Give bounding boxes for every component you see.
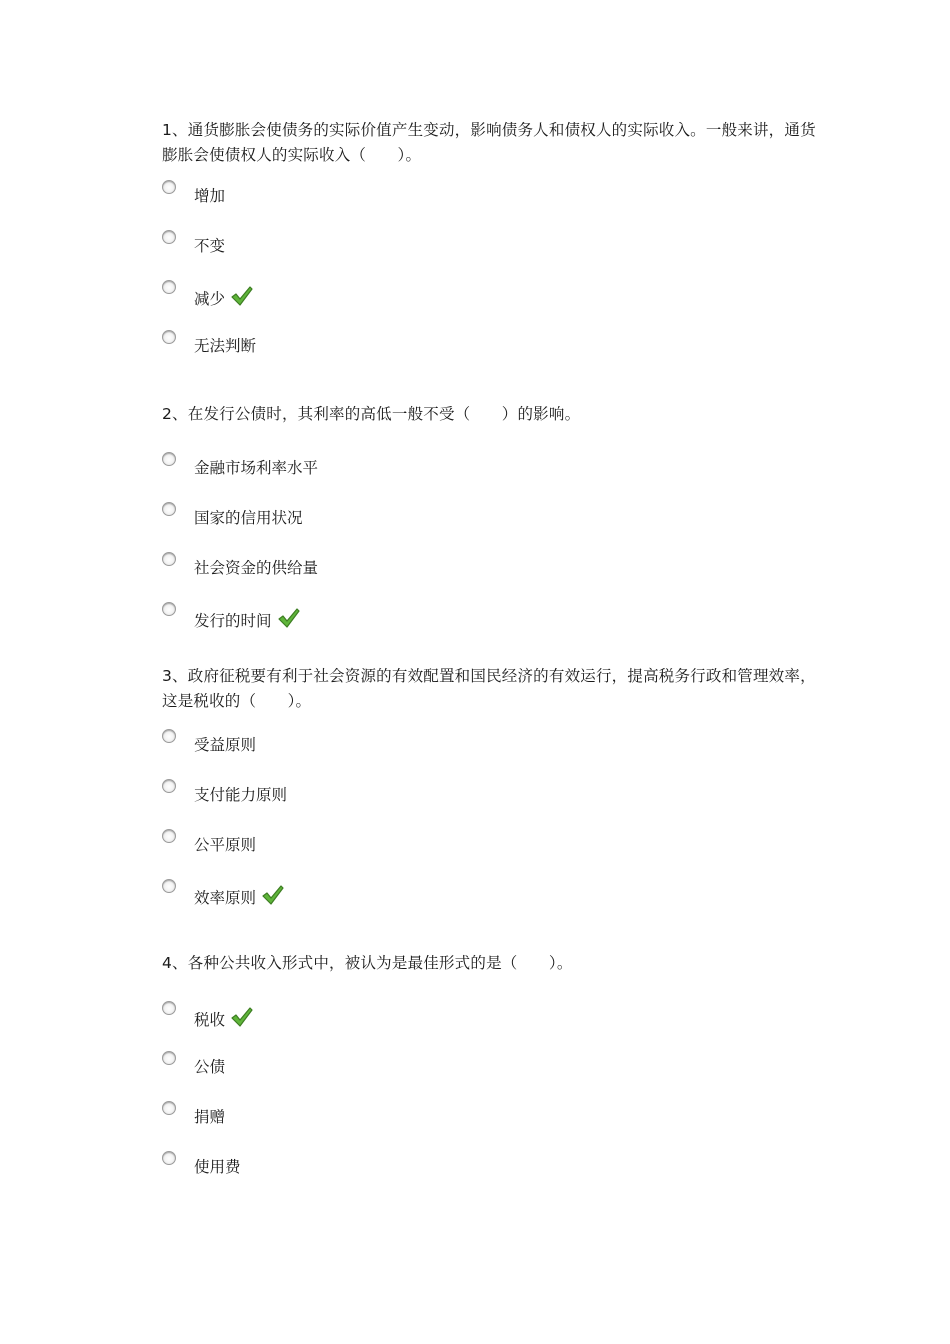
q3-option-2[interactable] [162,779,562,809]
option-label: 金融市场利率水平 [194,459,319,477]
q3-option-3[interactable] [162,829,562,859]
q4-option-3[interactable] [162,1101,562,1131]
q4-option-2[interactable] [162,1051,562,1081]
q1-option-3[interactable] [162,280,562,310]
radio-button-icon[interactable] [162,280,176,294]
option-label: 增加 [194,187,226,205]
question-1 [162,118,822,168]
radio-button-icon[interactable] [162,779,176,793]
radio-button-icon[interactable] [162,502,176,516]
radio-button-icon[interactable] [162,602,176,616]
checkmark-icon [262,885,284,905]
radio-button-icon[interactable] [162,452,176,466]
question-3 [162,664,822,714]
option-label: 社会资金的供给量 [194,559,319,577]
q3-option-1[interactable] [162,729,562,759]
radio-button-icon[interactable] [162,330,176,344]
radio-button-icon[interactable] [162,729,176,743]
radio-button-icon[interactable] [162,1101,176,1115]
question-2-text: 2、在发行公债时，其利率的高低一般不受（ ）的影响。 [162,405,581,423]
question-2 [162,402,822,427]
option-label: 无法判断 [194,337,257,355]
option-label: 公平原则 [194,836,257,854]
option-label: 减少 [194,290,226,308]
q2-option-3[interactable] [162,552,562,582]
checkmark-icon [231,286,253,306]
radio-button-icon[interactable] [162,180,176,194]
question-4 [162,951,822,976]
radio-button-icon[interactable] [162,1051,176,1065]
q2-option-2[interactable] [162,502,562,532]
question-4-text: 4、各种公共收入形式中，被认为是最佳形式的是（ ）。 [162,954,573,972]
option-label: 效率原则 [194,889,257,907]
checkmark-icon [231,1007,253,1027]
radio-button-icon[interactable] [162,1001,176,1015]
option-label: 国家的信用状况 [194,509,303,527]
option-label: 支付能力原则 [194,786,288,804]
option-label: 捐赠 [194,1108,226,1126]
radio-button-icon[interactable] [162,879,176,893]
option-label: 使用费 [194,1158,241,1176]
radio-button-icon[interactable] [162,829,176,843]
option-label: 受益原则 [194,736,257,754]
question-3-text: 3、政府征税要有利于社会资源的有效配置和国民经济的有效运行，提高税务行政和管理效率，这是税收的（ ）。 [162,667,816,710]
radio-button-icon[interactable] [162,230,176,244]
option-label: 发行的时间 [194,612,272,630]
q1-option-2[interactable] [162,230,562,260]
q1-option-4[interactable] [162,330,562,360]
q2-option-4[interactable] [162,602,562,632]
q1-option-1[interactable] [162,180,562,210]
q2-option-1[interactable] [162,452,562,482]
option-label: 不变 [194,237,226,255]
question-1-text: 1、通货膨胀会使债务的实际价值产生变动，影响债务人和债权人的实际收入。一般来讲，通货膨胀会使债权人的实际收入（ ）。 [162,121,816,164]
q4-option-1[interactable] [162,1001,562,1031]
radio-button-icon[interactable] [162,1151,176,1165]
q4-option-4[interactable] [162,1151,562,1181]
option-label: 公债 [194,1058,226,1076]
checkmark-icon [278,608,300,628]
option-label: 税收 [194,1011,226,1029]
radio-button-icon[interactable] [162,552,176,566]
q3-option-4[interactable] [162,879,562,909]
